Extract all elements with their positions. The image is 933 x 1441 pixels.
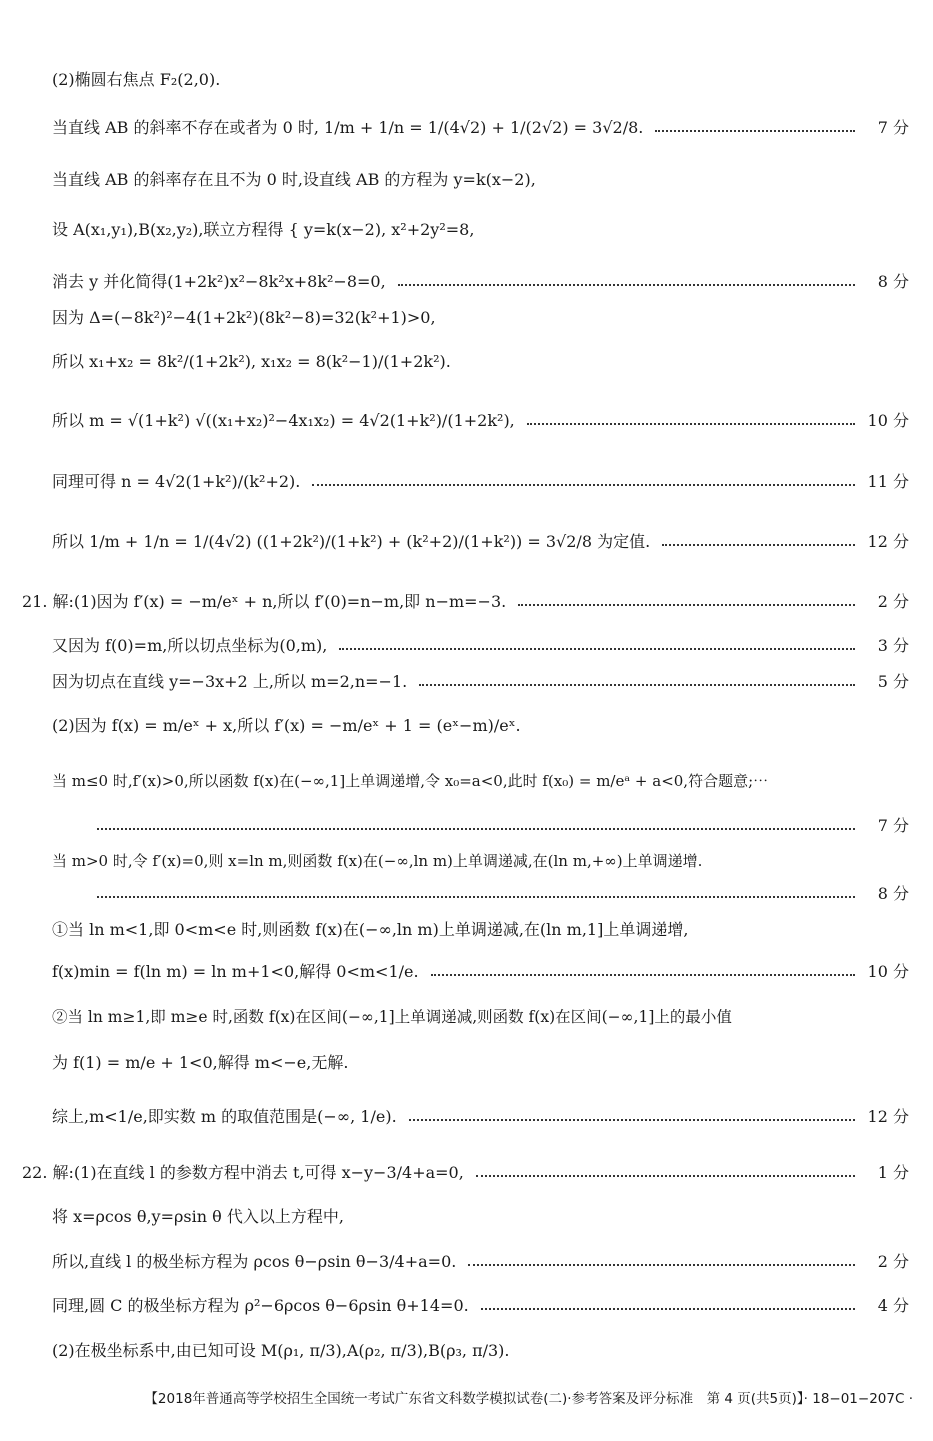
line-26 <box>52 1252 909 1271</box>
line-text: 同理可得 n = 4√2(1+k²)/(k²+2). <box>52 472 301 491</box>
leader-dots <box>339 648 855 650</box>
score-mark: 8 分 <box>877 884 909 903</box>
line-11 <box>22 592 909 611</box>
score-mark: 4 分 <box>877 1296 909 1315</box>
score-mark: 5 分 <box>877 672 909 691</box>
leader-dots <box>527 423 855 425</box>
line-text: (2)在极坐标系中,由已知可设 M(ρ₁, π/3),A(ρ₂, π/3),B(ρ₃, π/3). <box>52 1341 510 1360</box>
line-8 <box>52 411 909 430</box>
line-21 <box>52 1008 909 1027</box>
score-mark: 7 分 <box>877 118 909 137</box>
line-18 <box>97 884 909 903</box>
line-text: 当直线 AB 的斜率不存在或者为 0 时, 1/m + 1/n = 1/(4√2) + 1/(2√2) = 3√2/8. <box>52 118 644 137</box>
line-text: ①当 ln m<1,即 0<m<e 时,则函数 f(x)在(−∞,ln m)上单调递减,在(ln m,1]上单调递增, <box>52 920 689 939</box>
line-text: 设 A(x₁,y₁),B(x₂,y₂),联立方程得 { y=k(x−2), x²+2y²=8, <box>52 220 475 239</box>
leader-dots <box>398 284 855 286</box>
score-mark: 2 分 <box>877 1252 909 1271</box>
score-mark: 12 分 <box>867 1107 909 1126</box>
score-mark: 10 分 <box>867 411 909 430</box>
line-2 <box>52 118 909 137</box>
line-text: 当 m≤0 时,f′(x)>0,所以函数 f(x)在(−∞,1]上单调递增,令 x₀=a<0,此时 f(x₀) = m/eᵃ + a<0,符合题意;⋯ <box>52 772 769 790</box>
score-mark: 2 分 <box>877 592 909 611</box>
score-mark: 7 分 <box>877 816 909 835</box>
line-text: 所以,直线 l 的极坐标方程为 ρcos θ−ρsin θ−3/4+a=0. <box>52 1252 457 1271</box>
leader-dots <box>655 130 855 132</box>
line-24 <box>22 1163 909 1182</box>
line-text: ②当 ln m≥1,即 m≥e 时,函数 f(x)在区间(−∞,1]上单调递减,则函数 f(x)在区间(−∞,1]上的最小值 <box>52 1008 732 1026</box>
line-10 <box>52 532 909 551</box>
line-27 <box>52 1296 909 1315</box>
leader-dots <box>476 1175 855 1177</box>
line-text: 消去 y 并化简得(1+2k²)x²−8k²x+8k²−8=0, <box>52 272 386 291</box>
line-text: 22. 解:(1)在直线 l 的参数方程中消去 t,可得 x−y−3/4+a=0, <box>22 1163 464 1182</box>
leader-dots <box>312 484 855 486</box>
line-7 <box>52 352 909 371</box>
line-20 <box>52 962 909 981</box>
leader-dots <box>481 1308 855 1310</box>
line-15 <box>52 772 909 790</box>
line-1 <box>52 70 909 89</box>
line-3 <box>52 170 909 189</box>
line-28 <box>52 1341 909 1360</box>
score-mark: 12 分 <box>867 532 909 551</box>
leader-dots <box>468 1264 855 1266</box>
line-4 <box>52 220 909 239</box>
line-text: 将 x=ρcos θ,y=ρsin θ 代入以上方程中, <box>52 1207 344 1226</box>
leader-dots <box>419 684 855 686</box>
line-16 <box>97 816 909 835</box>
leader-dots <box>431 974 855 976</box>
score-mark: 3 分 <box>877 636 909 655</box>
line-text: 所以 x₁+x₂ = 8k²/(1+2k²), x₁x₂ = 8(k²−1)/(1+2k²). <box>52 352 451 371</box>
leader-dots <box>97 896 855 898</box>
line-text: (2)因为 f(x) = m/eˣ + x,所以 f′(x) = −m/eˣ + 1 = (eˣ−m)/eˣ. <box>52 716 521 735</box>
line-text: 同理,圆 C 的极坐标方程为 ρ²−6ρcos θ−6ρsin θ+14=0. <box>52 1296 469 1315</box>
score-mark: 11 分 <box>867 472 909 491</box>
line-6 <box>52 308 909 327</box>
line-text: 因为 Δ=(−8k²)²−4(1+2k²)(8k²−8)=32(k²+1)>0, <box>52 308 436 327</box>
line-text: 因为切点在直线 y=−3x+2 上,所以 m=2,n=−1. <box>52 672 408 691</box>
line-13 <box>52 672 909 691</box>
score-mark: 8 分 <box>877 272 909 291</box>
score-mark: 1 分 <box>877 1163 909 1182</box>
line-text: 又因为 f(0)=m,所以切点坐标为(0,m), <box>52 636 328 655</box>
leader-dots <box>662 544 855 546</box>
line-text: 21. 解:(1)因为 f′(x) = −m/eˣ + n,所以 f′(0)=n−m,即 n−m=−3. <box>22 592 507 611</box>
line-text: f(x)min = f(ln m) = ln m+1<0,解得 0<m<1/e. <box>52 962 419 981</box>
line-22 <box>52 1053 909 1072</box>
line-text: 为 f(1) = m/e + 1<0,解得 m<−e,无解. <box>52 1053 349 1072</box>
line-17 <box>52 852 909 870</box>
line-text: 当 m>0 时,令 f′(x)=0,则 x=ln m,则函数 f(x)在(−∞,ln m)上单调递减,在(ln m,+∞)上单调递增. <box>52 852 703 870</box>
line-23 <box>52 1107 909 1126</box>
leader-dots <box>97 828 855 830</box>
line-9 <box>52 472 909 491</box>
line-text: 综上,m<1/e,即实数 m 的取值范围是(−∞, 1/e). <box>52 1107 397 1126</box>
line-14 <box>52 716 909 735</box>
leader-dots <box>518 604 855 606</box>
line-5 <box>52 272 909 291</box>
leader-dots <box>409 1119 855 1121</box>
line-text: 所以 1/m + 1/n = 1/(4√2) ((1+2k²)/(1+k²) + (k²+2)/(1+k²)) = 3√2/8 为定值. <box>52 532 651 551</box>
line-text: 所以 m = √(1+k²) √((x₁+x₂)²−4x₁x₂) = 4√2(1+k²)/(1+2k²), <box>52 411 515 430</box>
line-12 <box>52 636 909 655</box>
line-text: 当直线 AB 的斜率存在且不为 0 时,设直线 AB 的方程为 y=k(x−2), <box>52 170 536 189</box>
line-25 <box>52 1207 909 1226</box>
line-19 <box>52 920 909 939</box>
line-text: (2)椭圆右焦点 F₂(2,0). <box>52 70 221 89</box>
score-mark: 10 分 <box>867 962 909 981</box>
page-footer: 【2018年普通高等学校招生全国统一考试广东省文科数学模拟试卷(二)·参考答案及评分标准 第 4 页(共5页)】· 18−01−207C · <box>144 1391 913 1407</box>
